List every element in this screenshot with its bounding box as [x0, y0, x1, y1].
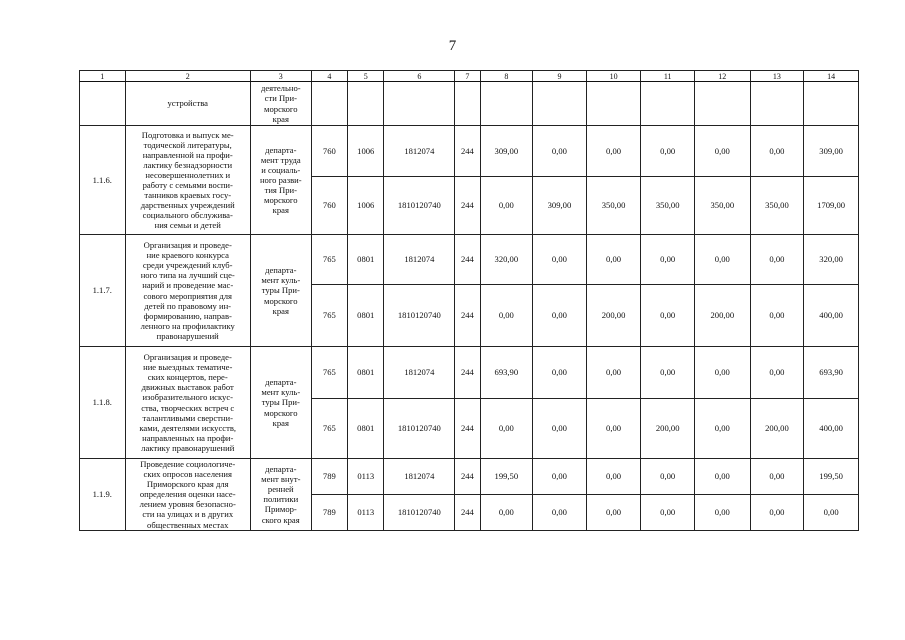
column-header: 12	[694, 71, 750, 82]
value-cell: 0,00	[804, 494, 859, 530]
value-cell: 350,00	[694, 177, 750, 235]
value-cell: 0,00	[641, 235, 695, 285]
value-cell: 765	[311, 347, 347, 399]
value-cell: 244	[455, 347, 480, 399]
column-header: 2	[125, 71, 250, 82]
item-number-cell: 1.1.9.	[80, 459, 126, 531]
empty-cell	[750, 82, 804, 126]
value-cell: 0,00	[750, 459, 804, 495]
value-cell: 0,00	[586, 494, 641, 530]
value-cell: 1812074	[384, 235, 455, 285]
value-cell: 789	[311, 494, 347, 530]
value-cell: 0,00	[586, 126, 641, 177]
value-cell: 0,00	[533, 235, 587, 285]
continuation-executor: деятельно- сти При- морского края	[250, 82, 311, 126]
value-cell: 0,00	[641, 126, 695, 177]
value-cell: 0,00	[533, 399, 587, 459]
value-cell: 0,00	[641, 459, 695, 495]
empty-cell	[804, 82, 859, 126]
column-header: 9	[533, 71, 587, 82]
value-cell: 0,00	[586, 399, 641, 459]
table-row	[80, 347, 859, 399]
value-cell: 1709,00	[804, 177, 859, 235]
column-header: 13	[750, 71, 804, 82]
value-cell: 0,00	[533, 347, 587, 399]
value-cell: 0,00	[586, 347, 641, 399]
value-cell: 244	[455, 459, 480, 495]
value-cell: 199,50	[480, 459, 533, 495]
value-cell: 0,00	[750, 347, 804, 399]
item-description-cell: Организация и проведе- ние краевого конкурса среди учреждений клуб- ного типа на лучший сце- нарий и проведение мас- сового мероприятия для детей по правовому ин- формированию, направ- ленного на профилактику правонарушений	[125, 235, 250, 347]
empty-cell	[384, 82, 455, 126]
empty-cell	[480, 82, 533, 126]
value-cell: 765	[311, 285, 347, 347]
column-header: 14	[804, 71, 859, 82]
empty-cell	[311, 82, 347, 126]
value-cell: 0113	[348, 459, 384, 495]
value-cell: 0,00	[694, 399, 750, 459]
item-executor-cell: департа- мент внут- ренней политики Примор- ского края	[250, 459, 311, 531]
item-description-cell: Организация и проведе- ние выездных тематиче- ских концертов, пере- движных выставок работ изобразительного искус- ства, творческих встреч с талантливыми сверстни- ками, деятелями искусств, направленных на профи- лактику правонарушений	[125, 347, 250, 459]
value-cell: 765	[311, 399, 347, 459]
value-cell: 1810120740	[384, 399, 455, 459]
column-header: 10	[586, 71, 641, 82]
value-cell: 0,00	[641, 347, 695, 399]
item-executor-cell: департа- мент куль- туры При- морского края	[250, 347, 311, 459]
value-cell: 0,00	[480, 177, 533, 235]
value-cell: 0,00	[694, 459, 750, 495]
item-number-cell	[80, 82, 126, 126]
value-cell: 0801	[348, 285, 384, 347]
column-header: 6	[384, 71, 455, 82]
value-cell: 0,00	[533, 285, 587, 347]
page-number: 7	[448, 38, 457, 54]
item-number-cell: 1.1.8.	[80, 347, 126, 459]
value-cell: 1006	[348, 126, 384, 177]
value-cell: 0,00	[641, 285, 695, 347]
column-header: 8	[480, 71, 533, 82]
value-cell: 765	[311, 235, 347, 285]
budget-table	[79, 70, 859, 531]
value-cell: 1812074	[384, 126, 455, 177]
value-cell: 320,00	[804, 235, 859, 285]
value-cell: 0,00	[641, 494, 695, 530]
column-header: 3	[250, 71, 311, 82]
value-cell: 789	[311, 459, 347, 495]
column-number-header-row	[80, 71, 859, 82]
value-cell: 0,00	[533, 494, 587, 530]
value-cell: 0,00	[750, 126, 804, 177]
value-cell: 244	[455, 399, 480, 459]
value-cell: 400,00	[804, 285, 859, 347]
item-number-cell: 1.1.7.	[80, 235, 126, 347]
value-cell: 0,00	[480, 494, 533, 530]
value-cell: 244	[455, 177, 480, 235]
value-cell: 0,00	[750, 285, 804, 347]
table-row	[80, 235, 859, 285]
value-cell: 693,90	[480, 347, 533, 399]
column-header: 1	[80, 71, 126, 82]
empty-cell	[348, 82, 384, 126]
value-cell: 760	[311, 177, 347, 235]
value-cell: 693,90	[804, 347, 859, 399]
item-executor-cell: департа- мент куль- туры При- морского края	[250, 235, 311, 347]
column-header: 4	[311, 71, 347, 82]
value-cell: 0,00	[480, 399, 533, 459]
column-header: 5	[348, 71, 384, 82]
value-cell: 1812074	[384, 347, 455, 399]
value-cell: 350,00	[641, 177, 695, 235]
value-cell: 0,00	[533, 126, 587, 177]
item-executor-cell: департа- мент труда и социаль- ного разви- тия При- морского края	[250, 126, 311, 235]
value-cell: 0,00	[694, 347, 750, 399]
value-cell: 200,00	[694, 285, 750, 347]
value-cell: 1810120740	[384, 285, 455, 347]
value-cell: 0801	[348, 399, 384, 459]
value-cell: 0,00	[694, 494, 750, 530]
value-cell: 244	[455, 126, 480, 177]
value-cell: 320,00	[480, 235, 533, 285]
empty-cell	[641, 82, 695, 126]
table-row	[80, 126, 859, 177]
table-row	[80, 459, 859, 495]
value-cell: 200,00	[641, 399, 695, 459]
value-cell: 309,00	[804, 126, 859, 177]
value-cell: 199,50	[804, 459, 859, 495]
value-cell: 0113	[348, 494, 384, 530]
value-cell: 1812074	[384, 459, 455, 495]
value-cell: 0,00	[694, 126, 750, 177]
empty-cell	[533, 82, 587, 126]
item-description-cell: Проведение социологиче- ских опросов населения Приморского края для определения оценки насе- лением уровня безопасно- сти на улицах и в других общественных местах	[125, 459, 250, 531]
value-cell: 0,00	[750, 494, 804, 530]
continuation-description: устройства	[125, 82, 250, 126]
value-cell: 244	[455, 494, 480, 530]
value-cell: 0801	[348, 347, 384, 399]
value-cell: 200,00	[750, 399, 804, 459]
column-header: 7	[455, 71, 480, 82]
value-cell: 760	[311, 126, 347, 177]
value-cell: 1810120740	[384, 177, 455, 235]
value-cell: 0,00	[586, 235, 641, 285]
empty-cell	[694, 82, 750, 126]
value-cell: 0,00	[586, 459, 641, 495]
value-cell: 244	[455, 235, 480, 285]
item-description-cell: Подготовка и выпуск ме- тодической литературы, направленной на профи- лактику безнадзорности несовершеннолетних и работу с семьями воспи- танников краевых госу- дарственных учреждений социального обслужива- ния семьи и детей	[125, 126, 250, 235]
value-cell: 400,00	[804, 399, 859, 459]
value-cell: 1810120740	[384, 494, 455, 530]
empty-cell	[586, 82, 641, 126]
continuation-row	[80, 82, 859, 126]
value-cell: 350,00	[750, 177, 804, 235]
value-cell: 0,00	[533, 459, 587, 495]
column-header: 11	[641, 71, 695, 82]
value-cell: 200,00	[586, 285, 641, 347]
value-cell: 244	[455, 285, 480, 347]
value-cell: 1006	[348, 177, 384, 235]
value-cell: 0,00	[480, 285, 533, 347]
value-cell: 309,00	[480, 126, 533, 177]
value-cell: 0801	[348, 235, 384, 285]
value-cell: 0,00	[750, 235, 804, 285]
item-number-cell: 1.1.6.	[80, 126, 126, 235]
empty-cell	[455, 82, 480, 126]
value-cell: 309,00	[533, 177, 587, 235]
value-cell: 0,00	[694, 235, 750, 285]
value-cell: 350,00	[586, 177, 641, 235]
